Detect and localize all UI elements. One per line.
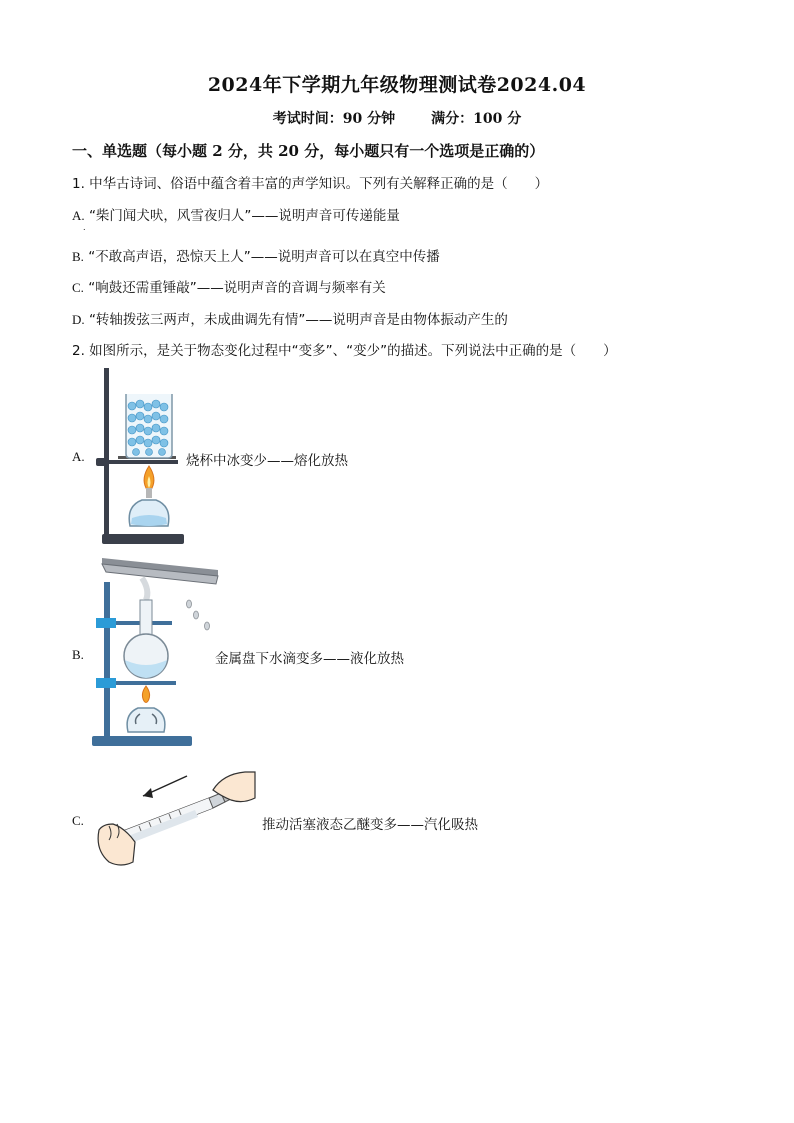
exam-title: 2024年下学期九年级物理测试卷2024.04 — [207, 74, 587, 96]
q2-option-c — [72, 813, 84, 829]
stray-mark: . — [83, 223, 86, 232]
q1-option-c — [72, 276, 386, 296]
q2-option-a — [72, 449, 85, 465]
q2-option-c-text: 推动活塞液态乙醚变多——汽化吸热 — [262, 817, 478, 833]
figure-ice-beaker — [94, 366, 194, 548]
q1-option-c-letter: C. — [72, 280, 84, 295]
q2-option-a-letter: A. — [72, 449, 85, 464]
section-heading: 一、单选题（每小题 2 分，共 20 分，每小题只有一个选项是正确的） — [72, 142, 545, 160]
figure-syringe — [95, 768, 260, 868]
q2-option-b-text: 金属盘下水滴变多——液化放热 — [215, 651, 404, 667]
q1-option-a-letter: A. — [72, 208, 85, 223]
q2-option-b — [72, 647, 84, 663]
q1-option-d-text: “转轴拨弦三两声，未成曲调先有情”——说明声音是由物体振动产生的 — [88, 312, 508, 328]
q1-option-b-text: “不敢高声语，恐惊天上人”——说明声音可以在真空中传播 — [88, 249, 440, 265]
figure-metal-tray — [90, 556, 220, 751]
q1-stem: 1. 中华古诗词、俗语中蕴含着丰富的声学知识。下列有关解释正确的是（ ） — [72, 176, 549, 192]
q2-option-c-letter: C. — [72, 813, 84, 828]
exam-meta — [0, 108, 794, 128]
exam-time: 考试时间：90 分钟 — [272, 111, 396, 127]
q1-option-d-letter: D. — [72, 312, 85, 327]
q2-option-b-letter: B. — [72, 647, 84, 662]
q1-option-b-letter: B. — [72, 249, 84, 264]
q1-option-a — [72, 204, 400, 224]
q2-option-a-text: 烧杯中冰变少——熔化放热 — [186, 453, 348, 469]
q1-option-b — [72, 245, 440, 265]
q1-option-d — [72, 308, 508, 328]
exam-score: 满分：100 分 — [431, 111, 522, 127]
q2-stem: 2. 如图所示，是关于物态变化过程中“变多”、“变少”的描述。下列说法中正确的是（ ） — [72, 343, 617, 359]
q1-option-a-text: “柴门闻犬吠，风雪夜归人”——说明声音可传递能量 — [88, 208, 400, 224]
q1-option-c-text: “响鼓还需重锤敲”——说明声音的音调与频率有关 — [88, 280, 386, 296]
